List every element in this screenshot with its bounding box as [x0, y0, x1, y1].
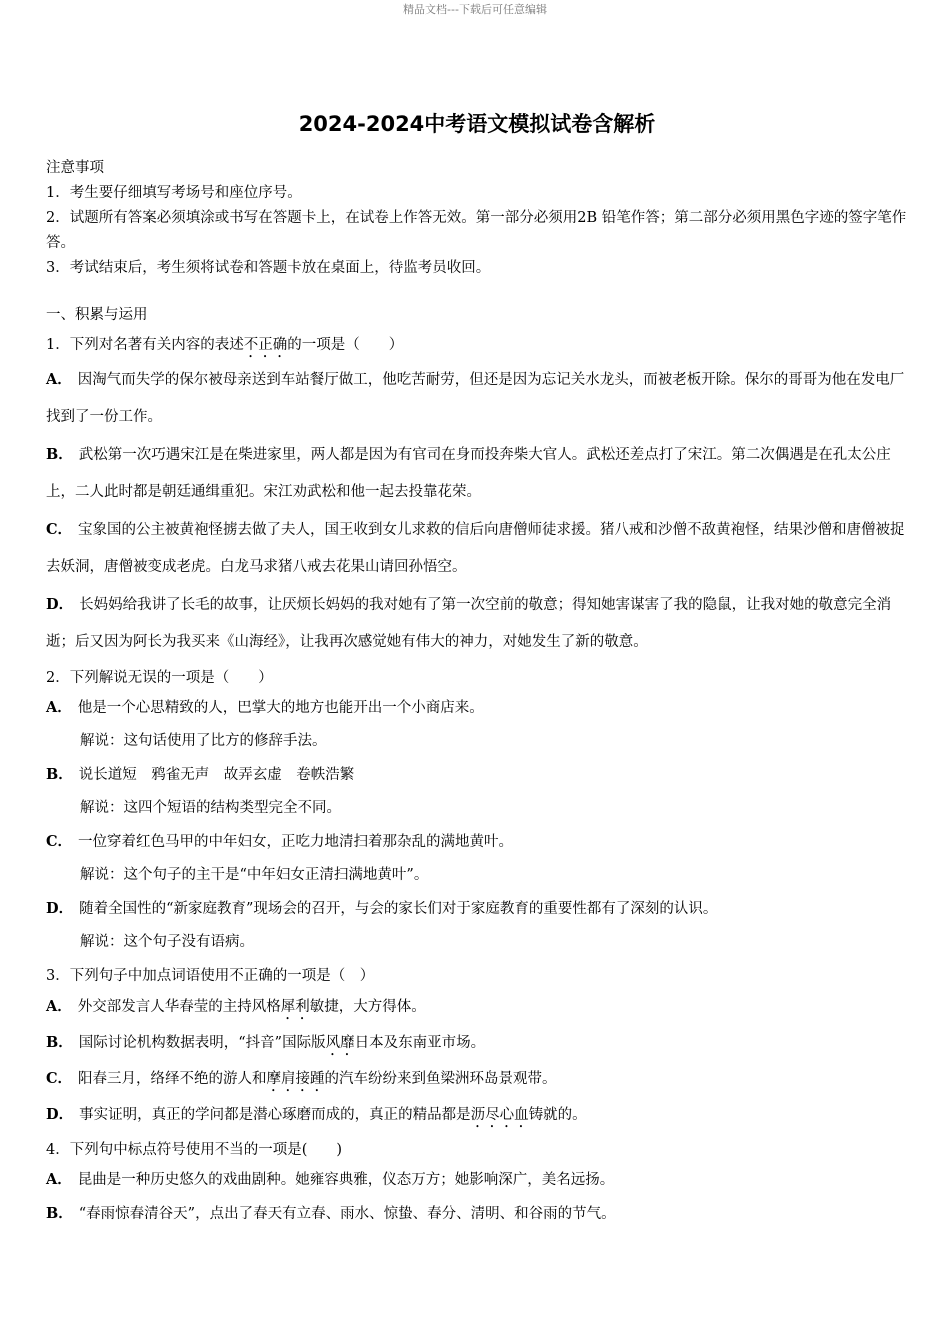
- question-2-option-c: [46, 825, 908, 859]
- option-label: C．: [46, 833, 73, 850]
- option-explanation: 解说：这个句子没有语病。: [80, 934, 254, 950]
- option-text: 昆曲是一种历史悠久的戏曲剧种。她雍容典雅，仪态万方；她影响深广，美名远扬。: [77, 1172, 615, 1188]
- notice-item: 2．试题所有答案必须填涂或书写在答题卡上，在试卷上作答无效。第一部分必须用2B 铅笔作答；第二部分必须用黑色字迹的签字笔作答。: [46, 210, 907, 251]
- question-3-stem: 3．下列句子中加点词语使用不正确的一项是（ ）: [46, 968, 375, 984]
- option-label: D．: [46, 1106, 74, 1123]
- question-2-option-b: [46, 758, 908, 792]
- page-title: 2024-2024中考语文模拟试卷含解析: [298, 112, 656, 136]
- option-text: “春雨惊春清谷天”，点出了春天有立春、雨水、惊蛰、春分、清明、和谷雨的节气。: [78, 1206, 616, 1222]
- notice-item: 1．考生要仔细填写考场号和座位序号。: [46, 185, 302, 201]
- option-label: D．: [46, 596, 74, 613]
- option-explanation: 解说：这四个短语的结构类型完全不同。: [80, 800, 341, 816]
- option-label: B．: [46, 1205, 73, 1222]
- option-text: 外交部发言人华春莹的主持风格: [77, 999, 281, 1015]
- option-text: 事实证明，真正的学问都是潜心琢磨而成的，真正的精品都是: [79, 1107, 471, 1123]
- option-explanation: 解说：这个句子的主干是“中年妇女正清扫满地黄叶”。: [80, 867, 429, 883]
- question-2-stem: 2．下列解说无误的一项是（ ）: [46, 670, 273, 686]
- question-1-option-c: [46, 511, 908, 586]
- question-2-option-d: [46, 892, 908, 926]
- option-label: A．: [46, 699, 72, 716]
- option-explanation: 解说：这句话使用了比方的修辞手法。: [80, 733, 327, 749]
- option-text: 宝象国的公主被黄袍怪掳去做了夫人，国王收到女儿求救的信后向唐僧师徒求援。猪八戒和沙僧不敌黄袍怪，结果沙僧和唐僧被捉去妖洞，唐僧被变成老虎。白龙马求猪八戒去花果山请回孙悟空。: [46, 522, 905, 575]
- header-watermark: 精品文档---下载后可任意编辑: [403, 3, 547, 16]
- option-label: B．: [46, 446, 73, 463]
- section-heading: 一、积累与运用: [46, 307, 148, 323]
- option-text: 阳春三月，络绎不绝的游人和: [78, 1071, 267, 1087]
- question-3-option-a: [46, 989, 908, 1025]
- option-text: 因淘气而失学的保尔被母亲送到车站餐厅做工，他吃苦耐劳，但还是因为忘记关水龙头，而被老板开除。保尔的哥哥为他在发电厂找到了一份工作。: [46, 372, 905, 425]
- option-label: A．: [46, 1171, 72, 1188]
- dotted-term: 犀利: [280, 999, 310, 1015]
- question-1-option-a: [46, 361, 908, 436]
- option-text: 铸就的。: [528, 1107, 587, 1123]
- question-4-option-b: [46, 1197, 908, 1231]
- notice-item: 3．考试结束后，考生须将试卷和答题卡放在桌面上，待监考员收回。: [46, 260, 491, 276]
- emphasized-words: 不正确: [243, 337, 288, 353]
- question-3-option-b: [46, 1025, 908, 1061]
- question-4-option-a: [46, 1163, 908, 1197]
- option-text: 说长道短 鸦雀无声 故弄玄虚 卷帙浩繁: [78, 767, 355, 783]
- stem-text: 1．下列对名著有关内容的表述: [46, 337, 244, 353]
- option-label: D．: [46, 900, 74, 917]
- option-label: C．: [46, 1070, 73, 1087]
- option-text: 的汽车纷纷来到鱼梁洲环岛景观带。: [324, 1071, 557, 1087]
- option-text: 国际讨论机构数据表明，“抖音”国际版: [78, 1035, 326, 1051]
- option-label: B．: [46, 1034, 73, 1051]
- exam-page: [46, 108, 908, 1231]
- option-label: A．: [46, 998, 72, 1015]
- question-1-option-b: [46, 436, 908, 511]
- question-2-option-a: [46, 691, 908, 725]
- question-1-option-d: [46, 586, 908, 661]
- option-label: A．: [46, 371, 72, 388]
- option-text: 武松第一次巧遇宋江是在柴进家里，两人都是因为有官司在身而投奔柴大官人。武松还差点打了宋江。第二次偶遇是在孔太公庄上，二人此时都是朝廷通缉重犯。宋江劝武松和他一起去投靠花荣。: [46, 447, 891, 500]
- option-label: B．: [46, 766, 73, 783]
- option-text: 长妈妈给我讲了长毛的故事，让厌烦长妈妈的我对她有了第一次空前的敬意；得知她害谋害了我的隐鼠，让我对她的敬意完全消逝；后又因为阿长为我买来《山海经》，让我再次感觉她有伟大的神力，对她发生了新的敬意。: [46, 597, 892, 650]
- question-1-stem: [46, 332, 908, 361]
- option-label: C．: [46, 521, 73, 538]
- dotted-term: 风靡: [325, 1035, 355, 1051]
- option-text: 日本及东南亚市场。: [354, 1035, 486, 1051]
- option-text: 他是一个心思精致的人，巴掌大的地方也能开出一个小商店来。: [77, 700, 484, 716]
- notice-heading: 注意事项: [46, 160, 104, 176]
- option-text: 一位穿着红色马甲的中年妇女，正吃力地清扫着那杂乱的满地黄叶。: [78, 834, 514, 850]
- question-4-stem: 4．下列句中标点符号使用不当的一项是( ): [46, 1142, 343, 1158]
- dotted-term: 摩肩接踵: [266, 1071, 325, 1087]
- option-text: 随着全国性的“新家庭教育”现场会的召开，与会的家长们对于家庭教育的重要性都有了深刻的认识。: [79, 901, 718, 917]
- dotted-term: 沥尽心血: [470, 1107, 529, 1123]
- option-text: 敏捷，大方得体。: [309, 999, 426, 1015]
- question-3-option-c: [46, 1061, 908, 1097]
- stem-text: 的一项是（ ）: [287, 337, 404, 353]
- question-3-option-d: [46, 1097, 908, 1133]
